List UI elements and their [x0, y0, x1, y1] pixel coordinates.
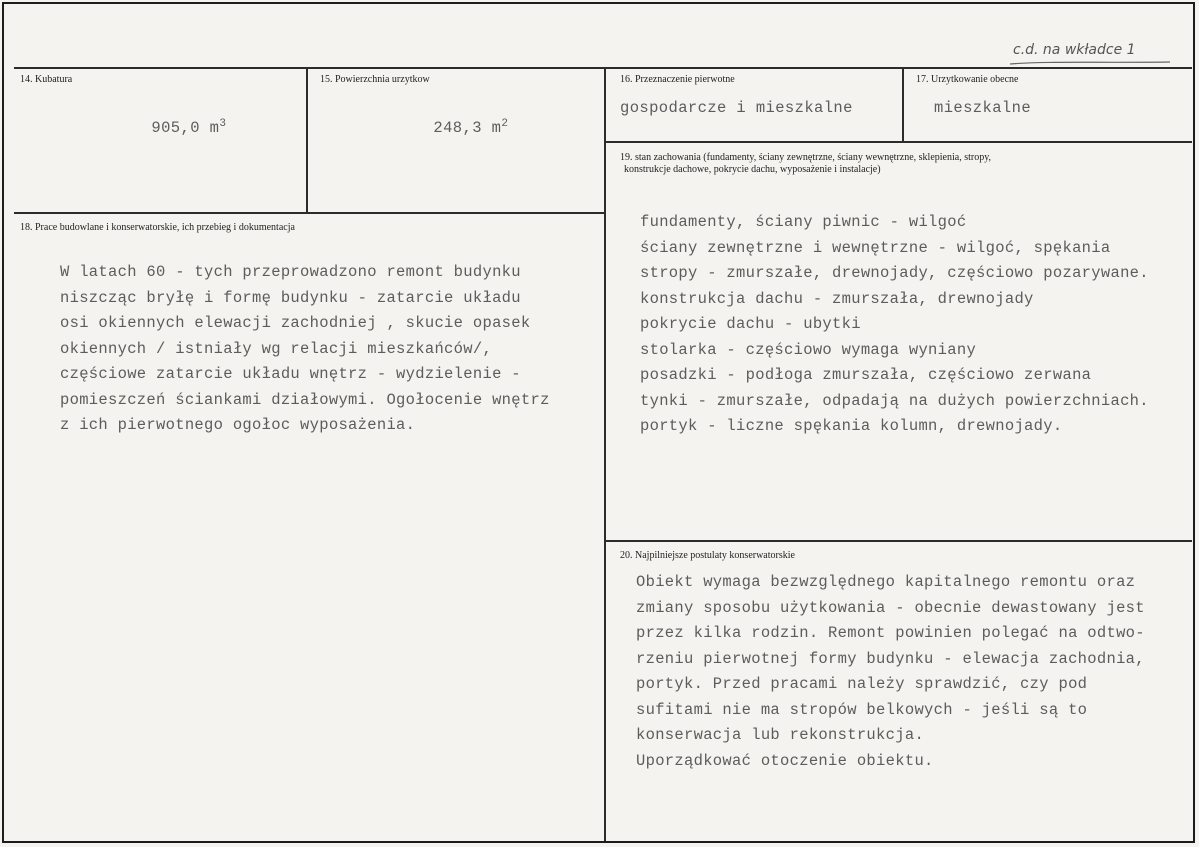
stan-text — [640, 210, 1149, 440]
postulaty-line: rzeniu pierwotnej formy budynku - elewacja zachodnia, — [636, 649, 1145, 668]
prace-line: częściowe zatarcie układu wnętrz - wydzielenie - — [60, 365, 521, 383]
stan-label-line2: konstrukcje dachowe, pokrycie dachu, wyposażenie i instalacje) — [624, 164, 881, 175]
prace-line: okiennych / istniały wg relacji mieszkańców/, — [60, 339, 493, 358]
postulaty-line: przez kilka rodzin. Remont powinien polegać na odtwo- — [636, 624, 1145, 642]
prace-line: W latach 60 - tych przeprowadzono remont budynku — [60, 263, 521, 281]
przeznaczenie-value: gospodarcze i mieszkalne — [620, 99, 853, 117]
rule-under-16-17 — [604, 141, 1192, 143]
divider-16-17 — [902, 67, 904, 141]
powierzchnia-number: 248,3 m — [433, 119, 502, 138]
postulaty-line: zmiany sposobu użytkowania - obecnie dewastowany jest — [636, 598, 1145, 617]
stan-line: fundamenty, ściany piwnic - wilgoć — [640, 213, 967, 231]
prace-text — [60, 260, 550, 439]
powierzchnia-value — [414, 100, 508, 137]
center-divider — [604, 67, 606, 841]
kubatura-value — [132, 100, 226, 137]
stan-line: stolarka - częściowo wymaga wyniany — [640, 340, 977, 359]
prace-line: niszcząc bryłę i formę budynku - zatarcie układu — [60, 288, 521, 307]
divider-14-15 — [306, 67, 308, 212]
kubatura-label: 14. Kubatura — [20, 74, 73, 85]
prace-line: z ich pierwotnego ogołoc wyposażenia. — [60, 416, 416, 434]
stan-label-line1: 19. stan zachowania (fundamenty, ściany zewnętrzne, ściany wewnętrzne, sklepienia, stropy, — [620, 152, 992, 163]
postulaty-line: konserwacja lub rekonstrukcja. — [636, 726, 925, 744]
uzytkowanie-label: 17. Urzytkowanie obecne — [916, 74, 1019, 85]
postulaty-line: Obiekt wymaga bezwzględnego kapitalnego remontu oraz — [636, 573, 1136, 591]
postulaty-line: Uporządkować otoczenie obiektu. — [636, 751, 934, 770]
rule-above-20 — [604, 540, 1192, 542]
uzytkowanie-value: mieszkalne — [934, 99, 1032, 117]
powierzchnia-sup: 2 — [501, 118, 509, 130]
stan-line: pokrycie dachu - ubytki — [640, 315, 861, 333]
powierzchnia-label: 15. Powierzchnia urzytkow — [320, 74, 430, 85]
stan-line: konstrukcja dachu - zmurszała, drewnojady — [640, 289, 1034, 308]
stan-line: stropy - zmurszałe, drewnojady, częściowo pozarywane. — [640, 264, 1149, 282]
przeznaczenie-label: 16. Przeznaczenie pierwotne — [620, 74, 735, 85]
handwritten-annotation: c.d. na wkładce 1 — [1013, 42, 1136, 58]
postulaty-line: portyk. Przed pracami należy sprawdzić, czy pod — [636, 675, 1088, 693]
kubatura-number: 905,0 m — [151, 119, 220, 138]
postulaty-text — [636, 570, 1145, 774]
postulaty-label: 20. Najpilniejsze postulaty konserwatorskie — [620, 550, 795, 561]
postulaty-line: sufitami nie ma stropów belkowych - jeśli są to — [636, 700, 1088, 719]
kubatura-sup: 3 — [219, 118, 227, 130]
prace-label: 18. Prace budowlane i konserwatorskie, ich przebieg i dokumentacja — [20, 222, 295, 233]
stan-line: portyk - liczne spękania kolumn, drewnojady. — [640, 417, 1063, 435]
rule-under-14-15 — [14, 212, 604, 214]
top-rule — [14, 67, 1192, 69]
stan-line: tynki - zmurszałe, odpadają na dużych powierzchniach. — [640, 391, 1149, 410]
stan-line: posadzki - podłoga zmurszała, częściowo zerwana — [640, 366, 1092, 384]
annotation-underline — [1008, 60, 1173, 66]
stan-line: ściany zewnętrzne i wewnętrzne - wilgoć, spękania — [640, 238, 1111, 257]
prace-line: pomieszczeń ściankami działowymi. Ogołocenie wnętrz — [60, 390, 550, 409]
prace-line: osi okiennych elewacji zachodniej , skucie opasek — [60, 314, 531, 332]
